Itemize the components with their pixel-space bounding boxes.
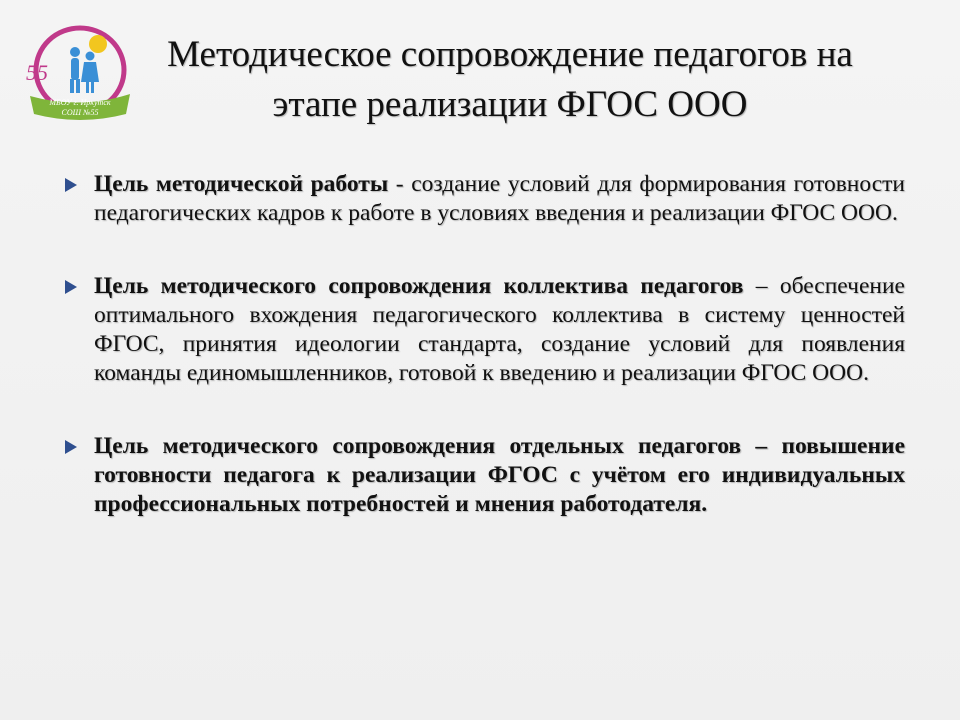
triangle-bullet-icon (64, 439, 78, 455)
goal-lead: Цель методической работы (94, 171, 389, 197)
goal-item-individual-support (60, 432, 905, 519)
goal-item-collective-support (60, 272, 905, 388)
goal-body: - создание условий для формирования готовности педагогических кадров к работе в условиях введения и реализации ФГОС ООО. (94, 171, 905, 226)
goals-list (60, 170, 905, 519)
school-logo (20, 22, 140, 122)
goal-item-methodical-work (60, 170, 905, 228)
title-line-1: Методическое сопровождение педагогов на (167, 34, 853, 75)
goal-lead: Цель методического сопровождения отдельных педагогов (94, 433, 742, 459)
logo-ribbon-line2: СОШ №55 (61, 108, 99, 117)
logo-figures (70, 47, 99, 93)
logo-number: 55 (26, 60, 48, 85)
slide-title (130, 30, 890, 130)
logo-sun (89, 35, 107, 53)
triangle-bullet-icon (64, 279, 78, 295)
triangle-bullet-icon (64, 177, 78, 193)
logo-ribbon-line1: МБОУ г. Иркутск (49, 98, 111, 107)
goal-body: – обеспечение оптимального вхождения педагогического коллектива в систему ценностей ФГОС, принятия идеологии стандарта, создание условий для появления команды единомышленников, готовой к введению и реализации ФГОС ООО. (94, 273, 905, 386)
goal-lead: Цель методического сопровождения коллектива педагогов (94, 273, 744, 299)
goal-body: – повышение готовности педагога к реализации ФГОС с учётом его индивидуальных профессиональных потребностей и мнения работодателя. (94, 433, 905, 517)
title-line-2: этапе реализации ФГОС ООО (272, 84, 748, 125)
